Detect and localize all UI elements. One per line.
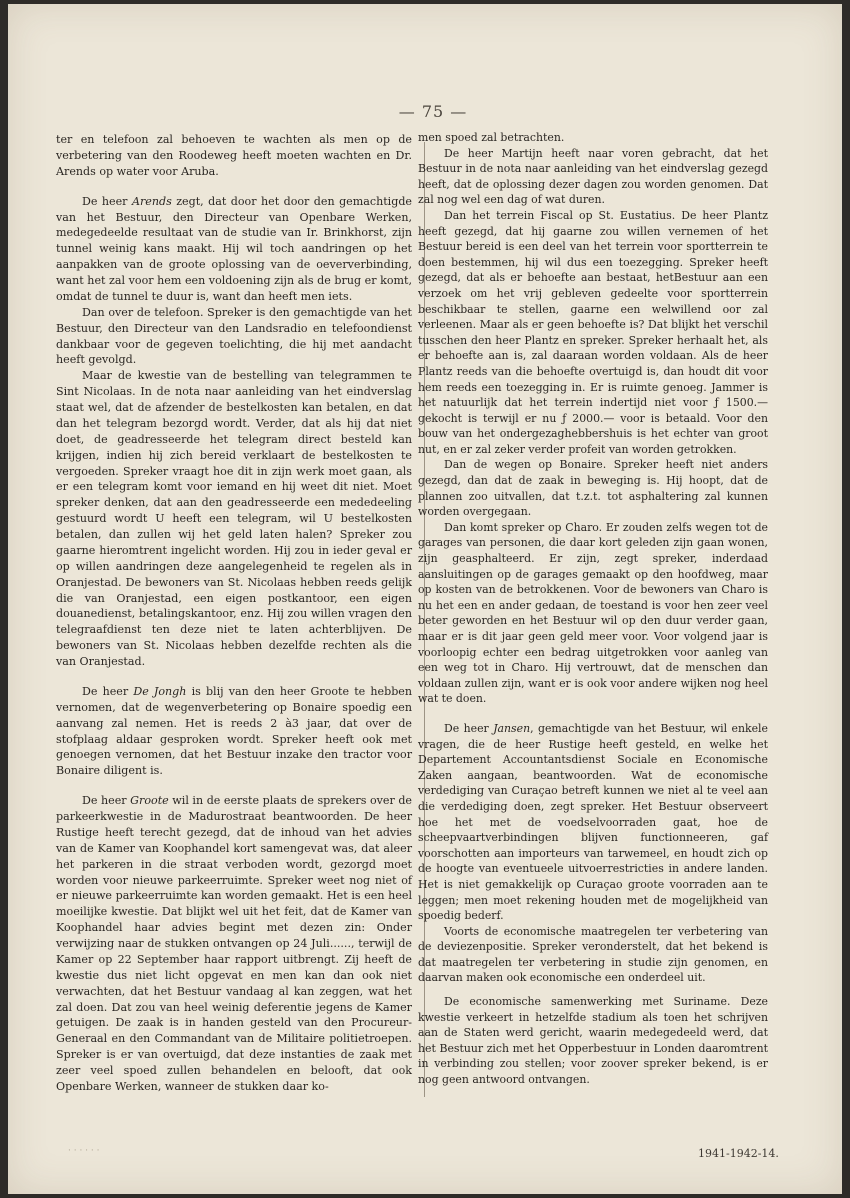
paragraph: De economische samenwerking met Suriname. Deze kwestie verkeert in hetzelfde stadium als toen het schrijven aan de Staten werd gericht, waarin medegedeeld werd, dat het Bestuur zich met het Opperbestuur in Londen daaromtrent in verbinding zou stellen; voor zoover spreker bekend, is er nog geen antwoord ontvangen. [418,995,768,1087]
document-page [8,4,842,1194]
document-code: 1941-1942-14. [698,1147,779,1160]
speaker-name: De Jongh [133,684,187,698]
paragraph: Maar de kwestie van de bestelling van telegrammen te Sint Nicolaas. In de nota naar aanleiding van het eindverslag staat wel, dat de afzender de bestelkosten kan betalen, en dat dan het telegram bezorgd wordt. Verder, dat als hij dat niet doet, de geadresseerde het telegram direct besteld kan krijgen, indien hij zich bereid verklaart de bestelkosten te vergoeden. Spreker vraagt hoe dit in zijn werk moet gaan, als er een telegram komt voor iemand en hij weet dit niet. Moet spreker denken, dat aan den geadresseerde een mededeeling gestuurd wordt U heeft een telegram, wil U bestelkosten betalen, dan zullen wij het geld laten halen? Spreker zou gaarne hieromtrent ingelicht worden. Hij zou in ieder geval er op willen aandringen deze aangelegenheid te regelen als in Oranjestad. De bewoners van St. Nicolaas hebben reeds gelijk die van Oranjestad, een eigen postkantoor, een eigen douanedienst, betalingskantoor, enz. Hij zou willen vragen den telegraafdienst ten deze niet te laten achterblijven. De bewoners van St. Nicolaas hebben dezelfde rechten als die van Oranjestad. [56,369,412,668]
paragraph: Voorts de economische maatregelen ter verbetering van de deviezenpositie. Spreker veronderstelt, dat het bekend is dat maatregelen ter verbetering in studie zijn genomen, en daarvan maken ook economische een onderdeel uit. [418,924,768,985]
paragraph: Dan de wegen op Bonaire. Spreker heeft niet anders gezegd, dan dat de zaak in beweging is. Hij hoopt, dat de plannen zoo uitvallen, dat t.z.t. tot asphaltering zal kunnen worden overgegaan. [418,458,768,519]
speaker-name: Arends [131,194,172,208]
page-number: — 75 — [398,102,468,121]
paragraph: Dan komt spreker op Charo. Er zouden zelfs wegen tot de garages van personen, die daar kort geleden zijn gaan wonen, zijn geasphalteerd. Er zijn, zegt spreker, inderdaad aansluitingen op de garages gemaakt op den hoofdweg, maar op kosten van de betrokkenen. Voor de bewoners van Charo is nu het een en ander gedaan, de toestand is voor hen zeer veel beter geworden en het Bestuur wil op den duur verder gaan, maar er is dit jaar geen geld meer voor. Voor volgend jaar is voorloopig echter een bedrag uitgetrokken voor aanleg van een weg tot in Charo. Hij vertrouwt, dat de menschen dan voldaan zullen zijn, want er is ook voor andere wijken nog heel wat te doen. [418,520,768,706]
speaker-name: Groote [130,794,169,808]
paragraph: De heer Martijn heeft naar voren gebracht, dat het Bestuur in de nota naar aanleiding van het eindverslag gezegd heeft, dat de oplossing dezer dagen zou worden genomen. Dat zal nog wel een dag of wat duren. [418,146,768,207]
left-column [56,132,412,1095]
speaker-name: Jansen [493,721,531,735]
right-column [418,130,768,1088]
paragraph: Dan over de telefoon. Spreker is den gemachtigde van het Bestuur, den Directeur van den Landsradio en telefoondienst dankbaar voor de gegeven toelichting, die hij met aandacht heeft gevolgd. [56,305,412,367]
paragraph: ter en telefoon zal behoeven te wachten als men op de verbetering van den Roodeweg heeft moeten wachten en Dr. Arends op water voor Aruba. [56,133,412,178]
paragraph: men spoed zal betrachten. [418,131,565,144]
paragraph: Dan het terrein Fiscal op St. Eustatius. De heer Plantz heeft gezegd, dat hij gaarne zou willen vernemen of het Bestuur bereid is een deel van het terrein voor sportterrein te doen bestemmen, hij wil dus een toezegging. Spreker heeft gezegd, dat als er behoefte aan bestaat, hetBestuur aan een verzoek om het vrij gebleven gedeelte voor sportterrein beschikbaar te stellen, gaarne een welwillend oor zal verleenen. Maar als er geen behoefte is? Dat blijkt het verschil tusschen den heer Plantz en spreker. Spreker herhaalt het, als er behoefte aan is, zal daaraan worden voldaan. Als de heer Plantz reeds van die behoefte overtuigd is, dan houdt dit voor hem reeds een toezegging in. Er is ruimte genoeg. Jammer is het natuurlijk dat het terrein indertijd niet voor ƒ 1500.— gekocht is terwijl er nu ƒ 2000.— voor is betaald. Voor den bouw van het ondergezaghebbershuis is het echter van groot nut, en er zal zeker verder profeit van worden getrokken. [418,208,768,456]
paragraph: De heer Arends zegt, dat door het door den gemachtigde van het Bestuur, den Directeur van Openbare Werken, medegedeelde resultaat van de studie van Ir. Brinkhorst, zijn tunnel weinig kans maakt. Hij wil toch aandringen op het aanpakken van de groote oplossing van de oeververbinding, want het zal voor hem een voldoening zijn als de brug er komt, omdat de tunnel te duur is, want dan heeft men iets. [56,194,412,303]
faint-footer-mark: · · · · · · [68,1146,100,1156]
paragraph: De heer Jansen, gemachtigde van het Bestuur, wil enkele vragen, die de heer Rustige heeft gesteld, en welke het Departement Accountantsdienst Sociale en Economische Zaken aangaan, beantwoorden. Wat de economische verdediging van Curaçao betreft kunnen we niet al te veel aan die verdediging doen, zegt spreker. Het Bestuur observeert hoe het met de voedselvoorraden gaat, hoe de scheepvaartverbindingen blijven functionneeren, gaf voorschotten aan importeurs van tarwemeel, en houdt zich op de hoogte van eventueele uitvoerrestricties in andere landen. Het is niet gemakkelijk op Curaçao groote voorraden aan te leggen; men moet rekening houden met de mogelijkheid van spoedig bederf. [418,721,768,923]
paragraph: De heer Groote wil in de eerste plaats de sprekers over de parkeerkwestie in de Madurostraat beantwoorden. De heer Rustige heeft terecht gezegd, dat de inhoud van het advies van de Kamer van Koophandel kort samengevat was, dat aleer het parkeren in die straat verboden wordt, gezorgd moet worden voor nieuwe parkeerruimte. Spreker weet nog niet of er nieuwe parkeerruimte kan worden gemaakt. Het is een heel moeilijke kwestie. Dat blijkt wel uit het feit, dat de Kamer van Koophandel haar advies begint met dezen zin: Onder verwijzing naar de stukken ontvangen op 24 Juli......, terwijl de Kamer op 22 September haar rapport uitbrengt. Zij heeft de kwestie dus niet licht opgevat en men kan dan ook niet verwachten, dat het Bestuur vandaag al kan zeggen, wat het zal doen. Dat zou van heel weinig deferentie jegens de Kamer getuigen. De zaak is in handen gesteld van den Procureur-Generaal en den Commandant van de Militaire politietroepen. Spreker is er van overtuigd, dat deze instanties de zaak met zeer veel spoed zullen behandelen en belooft, dat ook Openbare Werken, wanneer de stukken daar ko- [56,794,413,1093]
paragraph: De heer De Jongh is blij van den heer Groote te hebben vernomen, dat de wegenverbetering op Bonaire spoedig een aanvang zal nemen. Het is reeds 2 à3 jaar, dat over de stofplaag aldaar gesproken wordt. Spreker heeft ook met genoegen vernomen, dat het Bestuur inzake den tractor voor Bonaire diligent is. [56,684,412,778]
